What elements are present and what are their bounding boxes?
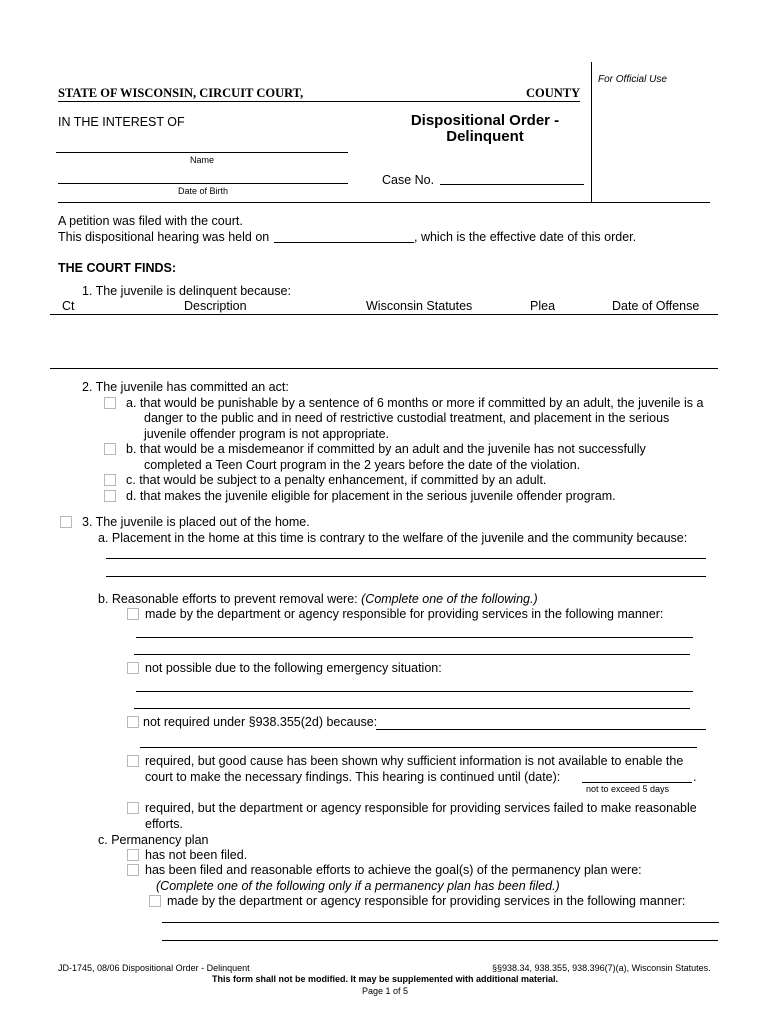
column-plea: Plea [530,299,556,313]
official-use-divider [591,62,592,202]
efforts-not-required: not required under §938.355(2d) because: [143,715,378,729]
court-finds-heading: THE COURT FINDS: [58,261,177,275]
continued-date-field[interactable] [582,782,692,783]
option-2b-line2: completed a Teen Court program in the 2 years before the date of the violation. [144,458,581,472]
efforts-made: made by the department or agency responsible for providing services in the following manner: [145,607,664,621]
checkbox-2b[interactable] [104,443,116,455]
good-cause-line2: court to make the necessary findings. This hearing is continued until (date): [145,770,561,784]
finding-3: 3. The juvenile is placed out of the home. [82,515,310,529]
not-required-line1[interactable] [376,729,706,730]
option-2c: c. that would be subject to a penalty enhancement, if committed by an adult. [126,473,547,487]
finding-2: 2. The juvenile has committed an act: [82,380,289,394]
checkbox-2c[interactable] [104,474,116,486]
checkbox-plan-made[interactable] [149,895,161,907]
option-2b-line1: b. that would be a misdemeanor if committed by an adult and the juvenile has not successfully [126,442,646,456]
header-bottom-line [58,202,710,203]
case-no-field[interactable] [440,184,584,185]
checkbox-plan-filed[interactable] [127,864,139,876]
efforts-made-line1[interactable] [136,637,693,638]
column-statutes: Wisconsin Statutes [366,299,473,313]
name-field[interactable] [56,152,348,153]
plan-made: made by the department or agency responsible for providing services in the following manner: [167,894,686,908]
finding-3a-line1[interactable] [106,558,706,559]
failed-line2: efforts. [145,817,183,831]
footer-notice: This form shall not be modified. It may be supplemented with additional material. [211,974,559,984]
good-cause-note: not to exceed 5 days [586,784,670,794]
form-title-line1: Dispositional Order - [410,112,560,129]
checkbox-good-cause[interactable] [127,755,139,767]
footer-form-id: JD-1745, 08/06 Dispositional Order - Delinquent [58,963,250,973]
finding-3a-line2[interactable] [106,576,706,577]
form-title [380,113,590,145]
option-2a-line3: juvenile offender program is not appropriate. [144,427,390,441]
plan-filed: has been filed and reasonable efforts to achieve the goal(s) of the permanency plan were: [145,863,642,877]
checkbox-efforts-made[interactable] [127,608,139,620]
finding-3b [98,592,538,607]
continued-date-period: . [693,770,697,784]
not-possible-line2[interactable] [134,708,690,709]
footer-statutes: §§938.34, 938.355, 938.396(7)(a), Wisconsin Statutes. [492,963,711,973]
checkbox-failed[interactable] [127,802,139,814]
petition-text: A petition was filed with the court. [58,214,243,228]
dob-field[interactable] [58,183,348,184]
finding-3b-note: (Complete one of the following.) [361,592,538,606]
failed-line1: required, but the department or agency responsible for providing services failed to make reasonable [145,801,697,815]
hearing-suffix: , which is the effective date of this order. [414,230,637,244]
interest-label: IN THE INTEREST OF [58,115,185,129]
table-bottom-line [50,368,718,369]
court-county-line [58,101,580,102]
option-2a-line2: danger to the public and in need of restrictive custodial treatment, and placement in the serious [144,411,670,425]
efforts-not-possible: not possible due to the following emergency situation: [145,661,442,675]
name-caption: Name [189,155,214,165]
hearing-date-field[interactable] [274,242,414,243]
hearing-prefix: This dispositional hearing was held on [58,230,270,244]
footer-page: Page 1 of 5 [361,986,409,996]
checkbox-3[interactable] [60,516,72,528]
column-description: Description [184,299,247,313]
case-no-label: Case No. [382,173,435,187]
plan-made-line2[interactable] [162,940,718,941]
table-header-line [50,314,718,315]
good-cause-line1: required, but good cause has been shown why sufficient information is not available to enable the [145,754,684,768]
option-2a-line1: a. that would be punishable by a sentence of 6 months or more if committed by an adult, the juvenile is a [126,396,704,410]
finding-3b-label: b. Reasonable efforts to prevent removal were: [98,592,358,606]
not-possible-line1[interactable] [136,691,693,692]
checkbox-plan-not-filed[interactable] [127,849,139,861]
form-title-line2: Delinquent [446,128,524,145]
efforts-made-line2[interactable] [134,654,690,655]
column-date: Date of Offense [612,299,700,313]
finding-1: 1. The juvenile is delinquent because: [82,284,291,298]
court-label: STATE OF WISCONSIN, CIRCUIT COURT, [58,86,304,100]
finding-3a: a. Placement in the home at this time is contrary to the welfare of the juvenile and the community because: [98,531,688,545]
finding-3c: c. Permanency plan [98,833,209,847]
plan-not-filed: has not been filed. [145,848,248,862]
checkbox-2a[interactable] [104,397,116,409]
checkbox-not-required[interactable] [127,716,139,728]
plan-filed-note: (Complete one of the following only if a permanency plan has been filed.) [156,879,560,893]
checkbox-not-possible[interactable] [127,662,139,674]
option-2d: d. that makes the juvenile eligible for placement in the serious juvenile offender program. [126,489,616,503]
checkbox-2d[interactable] [104,490,116,502]
official-use-label: For Official Use [598,74,667,85]
plan-made-line1[interactable] [162,922,719,923]
county-label: COUNTY [526,86,581,100]
column-ct: Ct [62,299,75,313]
dob-caption: Date of Birth [177,186,229,196]
not-required-line2[interactable] [140,747,697,748]
